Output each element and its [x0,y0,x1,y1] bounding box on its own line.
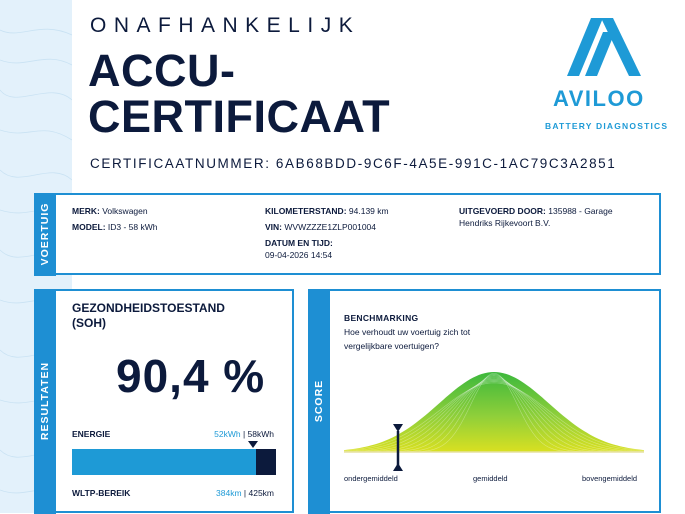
logo-wordmark: AVILOO [553,86,645,111]
performed-by-label: UITGEVOERD DOOR: [459,206,546,216]
results-tab-label: RESULTATEN [38,361,51,441]
datetime-label: DATUM EN TIJD: [265,238,333,248]
axis-below-average: ondergemiddeld [344,474,398,483]
range-values [216,488,274,498]
vehicle-tab [34,193,56,276]
results-panel [34,289,294,513]
vin-value: WVWZZZE1ZLP001004 [284,222,377,232]
vin-label: VIN: [265,222,282,232]
benchmark-curve [344,331,644,471]
soh-title-line-1: GEZONDHEIDSTOESTAND [72,301,225,315]
axis-above-average: bovengemiddeld [582,474,638,483]
soh-bar [72,449,276,475]
vin-field [265,221,376,233]
vehicle-panel [34,193,661,275]
odometer-label: KILOMETERSTAND: [265,206,347,216]
energy-separator: | [240,429,248,439]
axis-average: gemiddeld [473,474,508,483]
title-line-2: CERTIFICAAT [88,91,391,142]
soh-title-line-2: (SOH) [72,316,106,330]
energy-values [214,429,274,439]
model-field [72,221,158,233]
brand-label: MERK: [72,206,100,216]
energy-current: 52kWh [214,429,241,439]
odometer-field [265,205,389,217]
range-current: 384km [216,488,242,498]
range-separator: | [241,488,249,498]
brand-field [72,205,148,217]
aviloo-logo-icon [545,14,665,134]
soh-marker-top-icon [248,441,258,449]
performed-by-field [459,205,644,229]
benchmark-title: BENCHMARKING [344,313,419,323]
soh-bar-fill [72,449,256,475]
benchmark-marker-bottom-icon [393,463,403,471]
range-nominal: 425km [248,488,274,498]
soh-title [72,301,225,331]
benchmark-marker-top-icon [393,424,403,432]
model-value: ID3 - 58 kWh [107,222,158,232]
certificate-number: CERTIFICAATNUMMER: 6AB68BDD-9C6F-4A5E-991C-1AC79C3A2851 [90,156,617,171]
datetime-value: 09-04-2026 14:54 [265,250,333,260]
model-label: MODEL: [72,222,106,232]
odometer-value: 94.139 km [348,206,389,216]
soh-value: 90,4 % [116,350,266,402]
range-label: WLTP-BEREIK [72,488,131,498]
results-tab [34,289,56,514]
score-tab-label: SCORE [312,379,325,423]
performed-by-value: 135988 - Garage Hendriks Rijkevoort B.V. [459,206,613,228]
certificate-title [88,45,391,142]
title-line-1: ACCU- [88,45,236,96]
energy-label: ENERGIE [72,429,111,439]
datetime-field [265,237,333,261]
benchmark-question: Hoe verhoudt uw voertuig zich tot vergelijkbare voertuigen? [344,327,471,351]
certificate-subtitle: ONAFHANKELIJK [90,14,361,37]
brand-value: Volkswagen [102,206,148,216]
bell-curve-shape [344,372,644,452]
vehicle-tab-label: VOERTUIG [38,202,51,266]
score-panel [308,289,661,513]
energy-nominal: 58kWh [247,429,274,439]
score-tab [308,289,330,514]
logo-tagline: BATTERY DIAGNOSTICS [545,121,669,131]
